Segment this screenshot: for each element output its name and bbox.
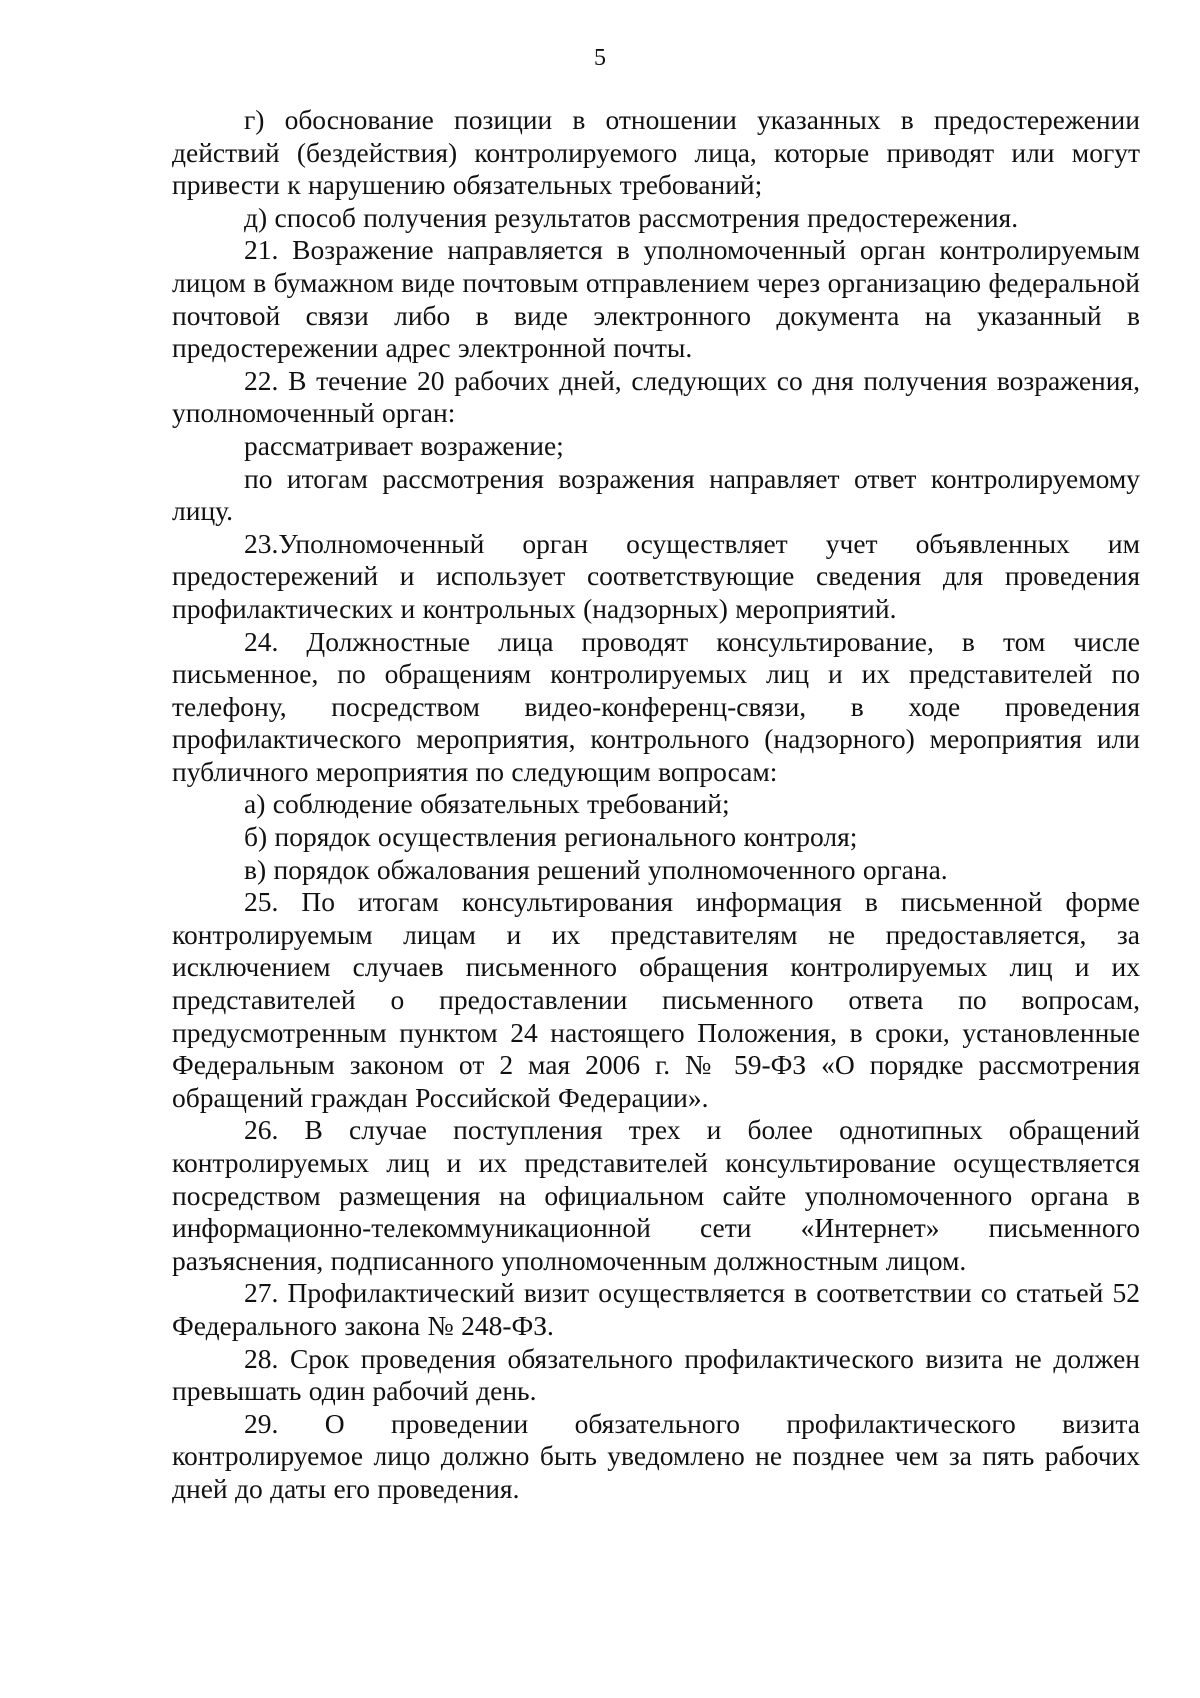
- paragraph-clause-27: 27. Профилактический визит осуществляется в соответствии со статьей 52 Федерального закона № 248-ФЗ.: [172, 1277, 1140, 1341]
- paragraph-clause-24-item-b: б) порядок осуществления регионального контроля;: [244, 821, 858, 853]
- paragraph-clause-26: 26. В случае поступления трех и более однотипных обращений контролируемых лиц и их представителей консультирование осуществляется посредством размещения на официальном сайте уполномоченного органа в информационно-телекоммуникационной сети «Интернет» письменного разъяснения, подписанного уполномоченным должностным лицом.: [172, 1114, 1140, 1276]
- paragraph-clause-23: 23.Уполномоченный орган осуществляет учет объявленных им предостережений и использует соответствующие сведения для проведения профилактических и контрольных (надзорных) мероприятий.: [172, 527, 1140, 624]
- paragraph-clause-22: 22. В течение 20 рабочих дней, следующих со дня получения возражения, уполномоченный орган:: [172, 364, 1140, 429]
- paragraph-clause-28: 28. Срок проведения обязательного профилактического визита не должен превышать один рабочий день.: [172, 1342, 1140, 1407]
- paragraph-clause-29: 29. О проведении обязательного профилактического визита контролируемое лицо должно быть уведомлено не позднее чем за пять рабочих дней до даты его проведения.: [172, 1407, 1140, 1504]
- paragraph-clause-22-step-1: рассматривает возражение;: [244, 429, 564, 461]
- page-number: 5: [594, 45, 606, 71]
- document-body: [172, 104, 1140, 1506]
- paragraph-clause-24-item-v: в) порядок обжалования решений уполномоченного органа.: [244, 853, 948, 885]
- paragraph-item-g: г) обоснование позиции в отношении указанных в предостережении действий (бездействия) контролируемого лица, которые приводят или могут привести к нарушению обязательных требований;: [172, 104, 1140, 201]
- paragraph-clause-24-item-a: а) соблюдение обязательных требований;: [244, 788, 730, 820]
- paragraph-item-d: д) способ получения результатов рассмотрения предостережения.: [244, 201, 1019, 233]
- paragraph-clause-25: 25. По итогам консультирования информация в письменной форме контролируемым лицам и их представителям не предоставляется, за исключением случаев письменного обращения контролируемых лиц и их представителей о предоставлении письменного ответа по вопросам, предусмотренным пунктом 24 настоящего Положения, в сроки, установленные Федеральным законом от 2 мая 2006 г. № 59-ФЗ «О порядке рассмотрения обращений граждан Российской Федерации».: [172, 886, 1140, 1113]
- paragraph-clause-21: 21. Возражение направляется в уполномоченный орган контролируемым лицом в бумажном виде почтовым отправлением через организацию федеральной почтовой связи либо в виде электронного документа на указанный в предостережении адрес электронной почты.: [172, 234, 1140, 364]
- paragraph-clause-22-step-2: по итогам рассмотрения возражения направляет ответ контролируемому лицу.: [172, 462, 1140, 527]
- paragraph-clause-24: 24. Должностные лица проводят консультирование, в том числе письменное, по обращениям контролируемых лиц и их представителей по телефону, посредством видео-конференц-связи, в ходе проведения профилактического мероприятия, контрольного (надзорного) мероприятия или публичного мероприятия по следующим вопросам:: [172, 625, 1140, 787]
